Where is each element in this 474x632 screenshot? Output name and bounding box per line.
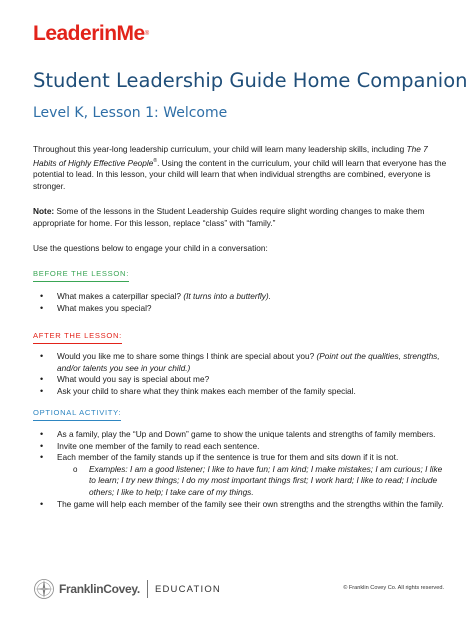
list-item [37,429,449,441]
examples-sublist [57,464,449,499]
note-text: Some of the lessons in the Student Leadership Guides require slight wording changes to make them appropriate for home. For this lesson, replace “class” with “family.” [33,206,425,228]
list-item [37,374,449,386]
franklincovey-wordmark [59,582,140,596]
list-item [37,452,449,498]
examples-text: Examples: I am a good listener; I like to have fun; I am kind; I make mistakes; I am curious; I like to learn; I try new things; I do my most important things first; I work hard; I like to read; I include others; I like to help; I take care of my things. [89,463,443,497]
lesson-subtitle: Level K, Lesson 1: Welcome [33,105,228,121]
optional-activity-heading: OPTIONAL ACTIVITY: [33,407,121,421]
logo-text: LeaderinMe [33,22,145,45]
book-title: The 7 Habits of Highly Effective People [33,144,428,168]
intro-paragraph [33,144,448,192]
bullet-icon: • [40,302,44,313]
franklincovey-education-logo [33,576,221,602]
list-item-italic: (It turns into a butterfly). [183,291,271,301]
bullet-icon: • [40,452,44,463]
list-item-text: Invite one member of the family to read each sentence. [57,440,260,451]
registered-mark: ® [153,157,158,164]
franklincovey-compass-icon [33,578,55,600]
list-item [37,386,449,398]
after-lesson-heading: AFTER THE LESSON: [33,330,122,344]
before-lesson-list [37,291,449,314]
bullet-icon: • [40,498,44,509]
note-paragraph [33,206,448,229]
bullet-icon: • [40,374,44,385]
list-item [37,441,449,453]
list-item-text: The game will help each member of the family see their own strengths and the strengths within the family. [57,498,444,509]
page-title: Student Leadership Guide Home Companion [33,69,468,92]
list-item-text: What would you say is special about me? [57,374,210,385]
bullet-icon: • [40,429,44,439]
sub-bullet-icon: o [73,464,78,474]
note-label: Note: [33,206,55,216]
list-item [37,499,449,511]
logo-registered-mark: ® [144,31,149,37]
list-item-text: Would you like me to share some things I think are special about you? [57,351,317,361]
bullet-icon: • [40,291,44,301]
list-item-text: Ask your child to share what they think makes each member of the family special. [57,385,356,396]
before-lesson-heading: BEFORE THE LESSON: [33,268,129,282]
copyright-notice: © Franklin Covey Co. All rights reserved. [343,585,444,591]
list-item [37,291,449,303]
optional-activity-list [37,429,449,510]
footer-divider [147,580,148,598]
bullet-icon: • [40,351,44,361]
brand-name: FranklinCovey [59,582,137,596]
conversation-prompt: Use the questions below to engage your child in a conversation: [33,243,268,253]
list-item-text: What makes a caterpillar special? [57,291,184,301]
list-item-italic: (Point out the qualities, strengths, and/or talents you see in your child.) [57,351,440,373]
list-item-text: As a family, play the “Up and Down” game to show the unique talents and strengths of family members. [57,429,436,439]
list-item [37,303,449,315]
intro-text-end: . Using the content in the curriculum, your child will learn that everyone has the potential to lead. In this lesson, your child will learn that when individual strengths are combined, everyone is stronger. [33,157,447,191]
list-item [37,351,449,374]
brand-dot: . [136,582,140,596]
bullet-icon: • [40,440,44,451]
sublist-item [71,464,449,499]
list-item-text: What makes you special? [57,302,152,313]
bullet-icon: • [40,385,44,396]
list-item-text: Each member of the family stands up if the sentence is true for them and sits down if it is not. [57,452,399,463]
intro-text-start: Throughout this year-long leadership curriculum, your child will learn many leadership skills, including [33,144,407,154]
education-label: EDUCATION [154,583,221,595]
leader-in-me-logo [33,22,149,46]
after-lesson-list [37,351,449,397]
